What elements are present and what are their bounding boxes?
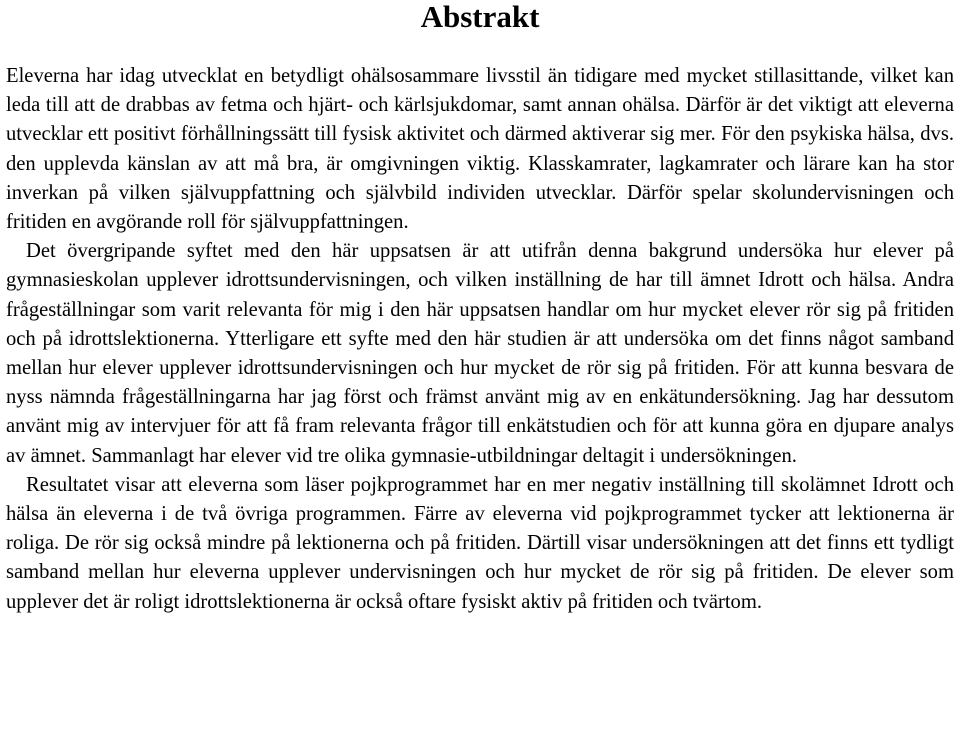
document-page — [6, 0, 954, 617]
abstract-paragraph-results: Resultatet visar att eleverna som läser pojkprogrammet har en mer negativ inställning till skolämnet Idrott och hälsa än eleverna i de två övriga programmen. Färre av eleverna vid pojkprogrammet tycker att lektionerna är roliga. De rör sig också mindre på lektionerna och på fritiden. Därtill visar undersökningen att det finns ett tydligt samband mellan hur eleverna upplever undervisningen och hur mycket de rör sig på fritiden. De elever som upplever det är roligt idrottslektionerna är också oftare fysiskt aktiv på fritiden och tvärtom. — [6, 473, 954, 613]
document-title: Abstrakt — [420, 0, 540, 34]
abstract-paragraph-purpose: Det övergripande syftet med den här uppsatsen är att utifrån denna bakgrund undersöka hur elever på gymnasieskolan upplever idrottsundervisningen, och vilken inställning de har till ämnet Idrott och hälsa. Andra frågeställningar som varit relevanta för mig i den här uppsatsen handlar om hur mycket elever rör sig på fritiden och på idrottslektionerna. Ytterligare ett syfte med den här studien är att undersöka om det finns något samband mellan hur elever upplever idrottsundervisningen och hur mycket de rör sig på fritiden. För att kunna besvara de nyss nämnda frågeställningarna har jag först och främst använt mig av en enkätundersökning. Jag har dessutom använt mig av intervjuer för att få fram relevanta frågor till enkätstudien och för att kunna göra en djupare analys av ämnet. Sammanlagt har elever vid tre olika gymnasie-utbildningar deltagit i undersökningen. — [6, 240, 954, 467]
abstract-paragraph-background: Eleverna har idag utvecklat en betydligt ohälsosammare livsstil än tidigare med mycket stillasittande, vilket kan leda till att de drabbas av fetma och hjärt- och kärlsjukdomar, samt annan ohälsa. Därför är det viktigt att eleverna utvecklar ett positivt förhållningssätt till fysisk aktivitet och därmed aktiverar sig mer. För den psykiska hälsa, dvs. den upplevda känslan av att må bra, är omgivningen viktig. Klasskamrater, lagkamrater och lärare kan ha stor inverkan på vilken självuppfattning och självbild individen utvecklar. Därför spelar skolundervisningen och fritiden en avgörande roll för självuppfattningen. — [6, 65, 954, 234]
